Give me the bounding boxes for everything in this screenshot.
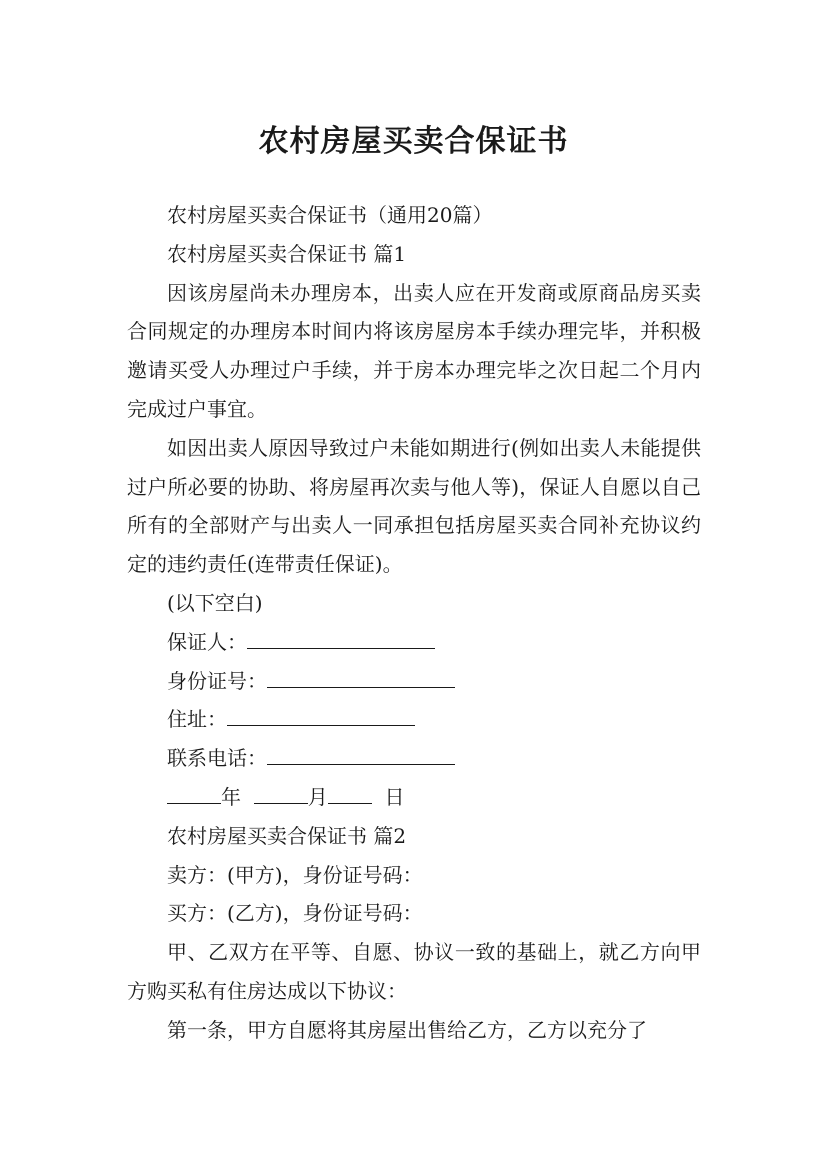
article-2-paragraph: 甲、乙双方在平等、自愿、协议一致的基础上，就乙方向甲方购买私有住房达成以下协议： bbox=[127, 940, 701, 1003]
guarantor-field bbox=[127, 623, 701, 662]
guarantor-label: 保证人： bbox=[167, 629, 247, 654]
year-blank bbox=[167, 783, 221, 804]
id-number-blank bbox=[267, 667, 455, 688]
year-label: 年 bbox=[221, 784, 241, 809]
phone-blank bbox=[267, 744, 455, 765]
address-field bbox=[127, 700, 701, 739]
seller-line: 卖方：(甲方)，身份证号码： bbox=[167, 862, 423, 887]
document-body bbox=[127, 196, 701, 1050]
document-title: 农村房屋买卖合保证书 bbox=[258, 124, 569, 160]
article-1-heading: 农村房屋买卖合保证书 篇1 bbox=[167, 241, 407, 266]
guarantor-blank bbox=[247, 628, 435, 649]
phone-field bbox=[127, 739, 701, 778]
date-line bbox=[127, 778, 701, 817]
id-number-label: 身份证号： bbox=[167, 668, 267, 693]
article-2-paragraph: 第一条，甲方自愿将其房屋出售给乙方，乙方以充分了 bbox=[167, 1017, 647, 1042]
day-label: 日 bbox=[384, 784, 405, 809]
article-2-heading: 农村房屋买卖合保证书 篇2 bbox=[167, 823, 407, 848]
address-label: 住址： bbox=[167, 707, 227, 732]
id-number-field bbox=[127, 662, 701, 701]
blank-note: (以下空白) bbox=[167, 590, 263, 615]
phone-label: 联系电话： bbox=[167, 746, 267, 771]
article-1-paragraph: 如因出卖人原因导致过户未能如期进行(例如出卖人未能提供过户所必要的协助、将房屋再次卖与他人等)，保证人自愿以自己所有的全部财产与出卖人一同承担包括房屋买卖合同补充协议约定的违约责任(连带责任保证)。 bbox=[127, 435, 701, 577]
month-blank bbox=[254, 783, 308, 804]
buyer-line: 买方：(乙方)，身份证号码： bbox=[167, 901, 423, 926]
address-blank bbox=[227, 705, 415, 726]
month-label: 月 bbox=[307, 784, 328, 809]
article-1-paragraph: 因该房屋尚未办理房本，出卖人应在开发商或原商品房买卖合同规定的办理房本时间内将该房屋房本手续办理完毕，并积极邀请买受人办理过户手续，并于房本办理完毕之次日起二个月内完成过户事宜。 bbox=[127, 280, 701, 421]
day-blank bbox=[328, 783, 372, 804]
document-subtitle: 农村房屋买卖合保证书（通用20篇） bbox=[167, 203, 493, 227]
